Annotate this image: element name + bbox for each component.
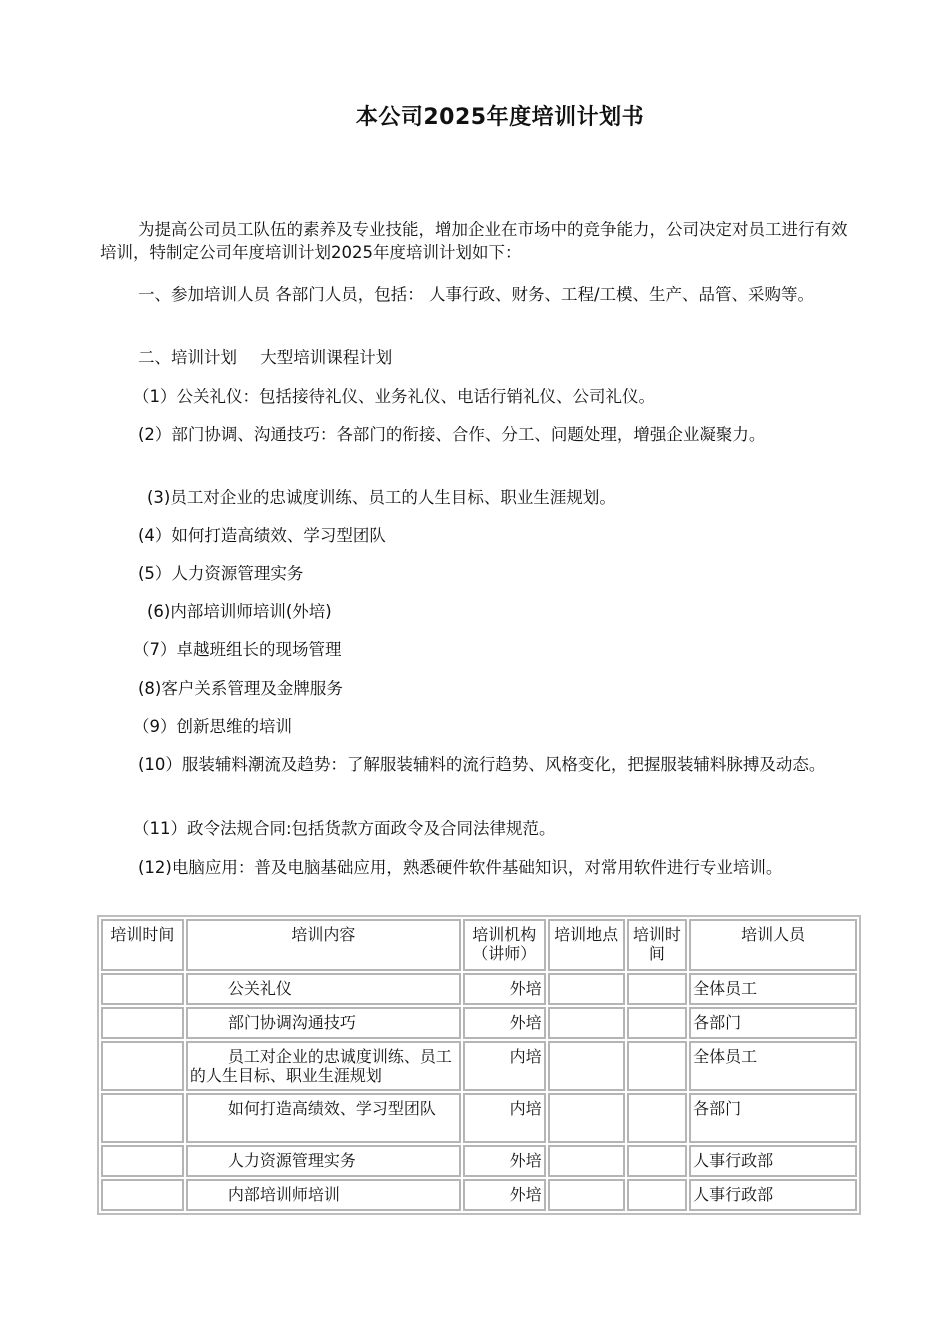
plan-item-10: (10）服装辅料潮流及趋势：了解服装辅料的流行趋势、风格变化，把握服装辅料脉搏及动态。 [138,755,826,774]
cell-staff: 全体员工 [689,1041,857,1091]
plan-item-6: (6)内部培训师培训(外培) [147,602,332,621]
cell-location [548,1179,625,1211]
cell-location [548,973,625,1005]
cell-org: 外培 [463,1007,546,1039]
cell-content: 内部培训师培训 [186,1179,461,1211]
plan-item-12: (12)电脑应用：普及电脑基础应用，熟悉硬件软件基础知识，对常用软件进行专业培训。 [138,858,783,877]
cell-content: 员工对企业的忠诚度训练、员工的人生目标、职业生涯规划 [186,1041,461,1091]
table-row [101,1145,857,1177]
plan-item-7: （7）卓越班组长的现场管理 [133,640,342,659]
cell-org: 内培 [463,1041,546,1091]
cell-content: 人力资源管理实务 [186,1145,461,1177]
document-title: 本公司2025年度培训计划书 [355,105,645,130]
cell-org: 外培 [463,1179,546,1211]
cell-duration [627,973,688,1005]
plan-item-1: （1）公关礼仪：包括接待礼仪、业务礼仪、电话行销礼仪、公司礼仪。 [133,387,655,406]
cell-duration [627,1041,688,1091]
cell-location [548,1007,625,1039]
cell-duration [627,1145,688,1177]
header-training-content: 培训内容 [186,919,461,971]
cell-duration [627,1179,688,1211]
plan-item-2: (2）部门协调、沟通技巧：各部门的衔接、合作、分工、问题处理，增强企业凝聚力。 [138,425,766,444]
table-row [101,1179,857,1211]
cell-content: 部门协调沟通技巧 [186,1007,461,1039]
cell-staff: 各部门 [689,1007,857,1039]
plan-item-4: (4）如何打造高绩效、学习型团队 [138,526,386,545]
cell-location [548,1041,625,1091]
plan-item-9: （9）创新思维的培训 [133,717,292,736]
cell-staff: 全体员工 [689,973,857,1005]
cell-time [101,973,184,1005]
cell-staff: 人事行政部 [689,1179,857,1211]
section-participants: 一、参加培训人员 各部门人员，包括： 人事行政、财务、工程/工模、生产、品管、采购等。 [138,285,815,304]
cell-time [101,1007,184,1039]
plan-item-8: (8)客户关系管理及金牌服务 [138,679,343,698]
cell-time [101,1041,184,1091]
cell-org: 外培 [463,973,546,1005]
table-row [101,1093,857,1143]
section-plan: 二、培训计划 大型培训课程计划 [138,348,393,367]
cell-staff: 人事行政部 [689,1145,857,1177]
header-training-org: 培训机构（讲师） [463,919,546,971]
table-header-row [101,919,857,971]
plan-item-5: (5）人力资源管理实务 [138,564,304,583]
cell-content: 如何打造高绩效、学习型团队 [186,1093,461,1143]
header-training-location: 培训地点 [548,919,625,971]
cell-staff: 各部门 [689,1093,857,1143]
plan-item-11: （11）政令法规合同:包括货款方面政令及合同法律规范。 [133,819,556,838]
table-row [101,973,857,1005]
header-training-staff: 培训人员 [689,919,857,971]
cell-duration [627,1093,688,1143]
cell-org: 内培 [463,1093,546,1143]
cell-time [101,1093,184,1143]
cell-content: 公关礼仪 [186,973,461,1005]
header-training-time-2: 培训时间 [627,919,688,971]
cell-org: 外培 [463,1145,546,1177]
table-row [101,1041,857,1091]
intro-paragraph: 为提高公司员工队伍的素养及专业技能，增加企业在市场中的竞争能力，公司决定对员工进行有效培训，特制定公司年度培训计划2025年度培训计划如下： [100,220,848,262]
cell-time [101,1145,184,1177]
training-schedule-table [97,915,861,1215]
cell-time [101,1179,184,1211]
cell-location [548,1145,625,1177]
cell-duration [627,1007,688,1039]
plan-item-3: (3)员工对企业的忠诚度训练、员工的人生目标、职业生涯规划。 [147,488,616,507]
header-training-time: 培训时间 [101,919,184,971]
cell-location [548,1093,625,1143]
table-row [101,1007,857,1039]
